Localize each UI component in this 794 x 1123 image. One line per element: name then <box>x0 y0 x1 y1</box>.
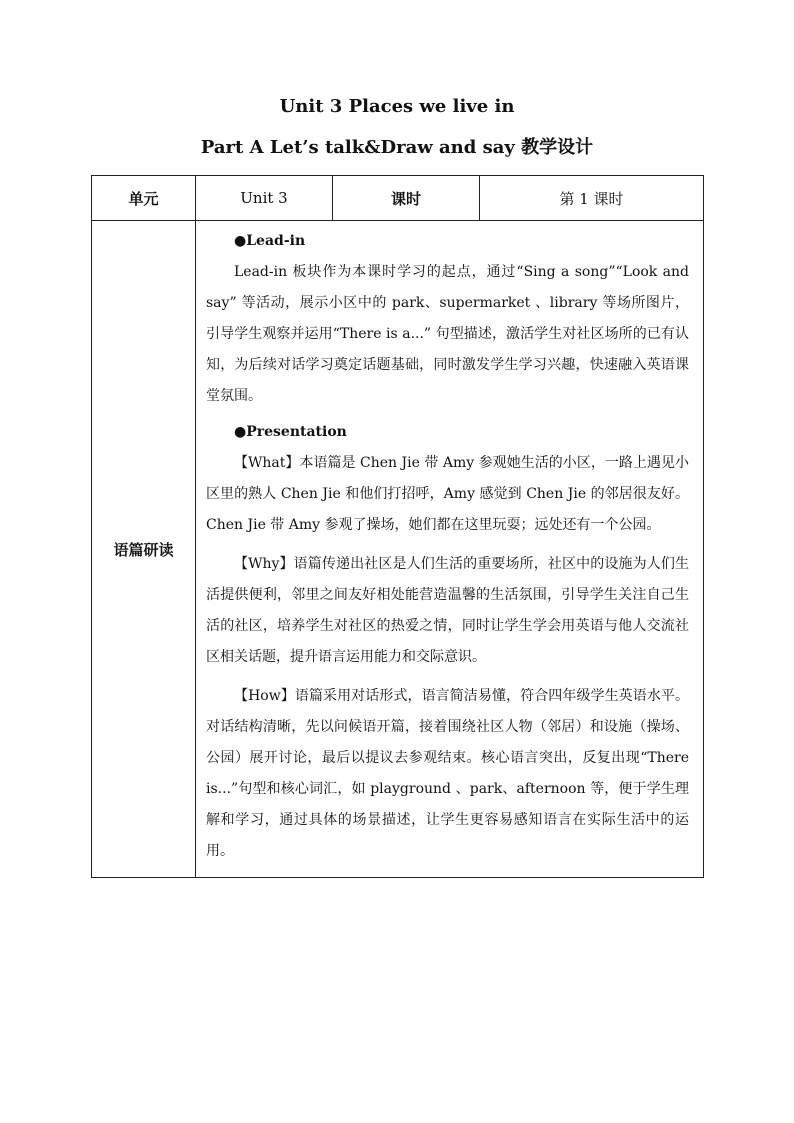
content-row <box>92 221 704 878</box>
lesson-plan-table <box>91 175 704 878</box>
how-paragraph: 【How】语篇采用对话形式，语言简洁易懂，符合四年级学生英语水平。对话结构清晰，先以问候语开篇，接着围绕社区人物（邻居）和设施（操场、公园）展开讨论，最后以提议去参观结束。核心语言突出，反复出现“There is...”句型和核心词汇，如 playground 、park、afternoon 等，便于学生理解和学习，通过具体的场景描述，让学生更容易感知语言在实际生活中的运用。 <box>206 688 689 859</box>
period-label-cell: 课时 <box>333 176 480 221</box>
leadin-paragraph: Lead-in 板块作为本课时学习的起点，通过“Sing a song”“Look and say” 等活动，展示小区中的 park、supermarket 、library 等场所图片，引导学生观察并运用“There is a...” 句型描述，激活学生对社区场所的已有认知，为后续对话学习奠定话题基础，同时激发学生学习兴趣，快速融入英语课堂氛围。 <box>206 264 689 404</box>
document-title: Unit 3 Places we live in <box>279 96 515 117</box>
unit-value-cell: Unit 3 <box>196 176 333 221</box>
header-row <box>92 176 704 221</box>
leadin-heading: ●Lead-in <box>234 233 306 249</box>
what-paragraph: 【What】本语篇是 Chen Jie 带 Amy 参观她生活的小区，一路上遇见小区里的熟人 Chen Jie 和他们打招呼，Amy 感觉到 Chen Jie 的邻居很友好。Chen Jie 带 Amy 参观了操场，她们都在这里玩耍；远处还有一个公园。 <box>206 455 689 533</box>
unit-label-cell: 单元 <box>92 176 196 221</box>
presentation-heading: ●Presentation <box>234 424 347 440</box>
period-value-cell: 第 1 课时 <box>480 176 704 221</box>
section-label-cell: 语篇研读 <box>92 221 196 878</box>
why-paragraph: 【Why】语篇传递出社区是人们生活的重要场所，社区中的设施为人们生活提供便利，邻里之间友好相处能营造温馨的生活氛围，引导学生关注自己生活的社区，培养学生对社区的热爱之情，同时让学生学会用英语与他人交流社区相关话题，提升语言运用能力和交际意识。 <box>206 556 689 665</box>
document-subtitle: Part A Let’s talk&Draw and say 教学设计 <box>200 137 594 158</box>
text-analysis-cell <box>196 221 704 878</box>
